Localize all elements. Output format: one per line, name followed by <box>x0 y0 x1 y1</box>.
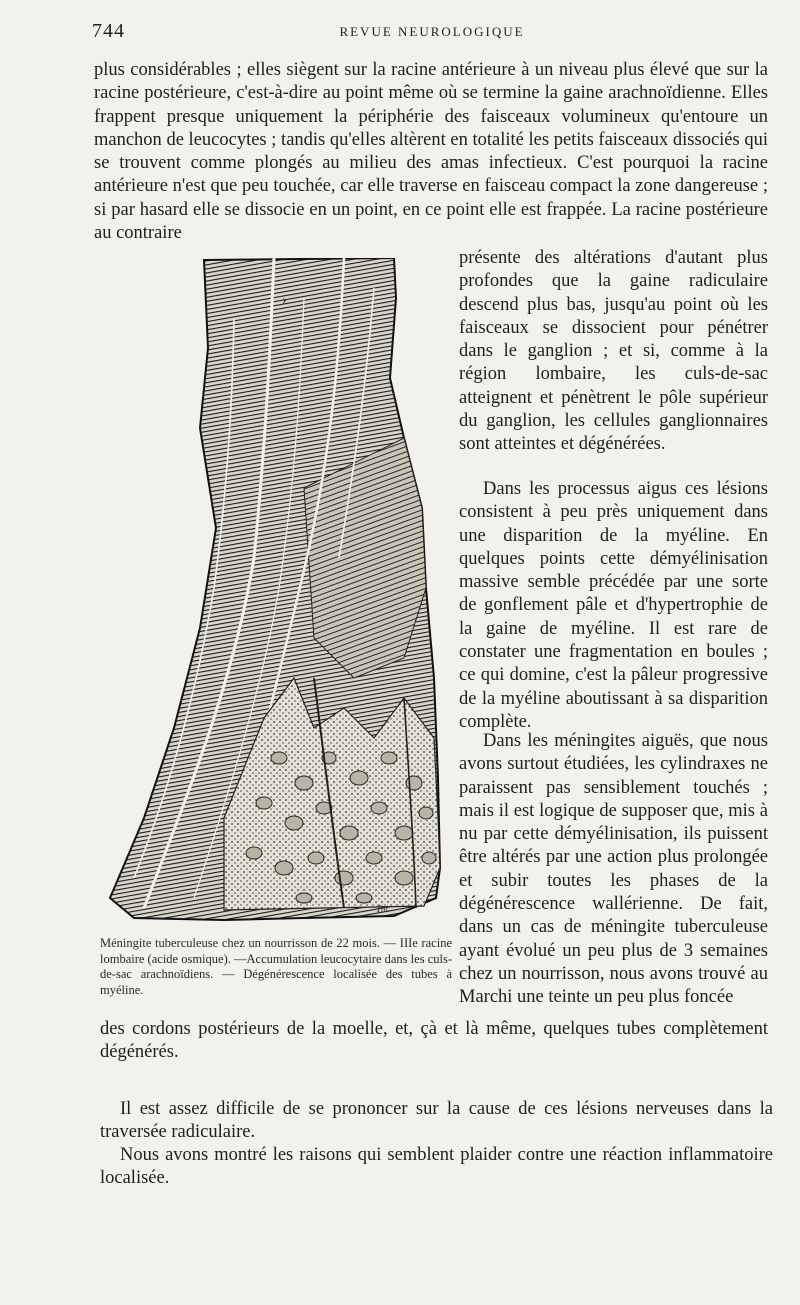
paragraph-last-1: Il est assez difficile de se prononcer sur la cause de ces lésions nerveuses dans la traversée radiculaire. <box>100 1099 773 1143</box>
paragraph-right-3: Dans les méningites aiguës, que nous avons surtout étudiées, les cylindraxes ne paraissent pas sensiblement touchés ; mais il est logique de supposer que, mis à nu par cette démyélinisation, ils puissent être altérés par une action plus prolongée et subir toutes les phases de la dégénérescence wallérienne. De fait, dans un cas de méningite tuberculeuse ayant évolué un peu plus de 3 semaines chez un nourrisson, nous avons trouvé au Marchi une teinte un peu plus foncée <box>459 731 768 1008</box>
paragraph-bottom: des cordons postérieurs de la moelle, et, çà et là même, quelques tubes complètement dégénérés. <box>100 1019 768 1063</box>
paragraph-right-1: présente des altérations d'autant plus profondes que la gaine radiculaire descend plus bas, jusqu'au point où les faisceaux se dissocient pour pénétrer dans le ganglion ; et si, comme à la région lombaire, les culs-de-sac atteignent et pénètrent le pôle supérieur du ganglion, les cellules ganglionnaires sont atteintes et dégénérées. <box>459 248 768 455</box>
engraver-signature: Thi. <box>376 904 391 914</box>
paragraph-last-2: Nous avons montré les raisons qui semblent plaider contre une réaction inflammatoire localisée. <box>100 1145 773 1189</box>
figure-caption: Méningite tuberculeuse chez un nourrisson de 22 mois. — IIIe racine lombaire (acide osmique). —Accumulation leucocytaire dans les culs-de-sac arachnoïdiens. — Dégénérescence localisée des tubes à myéline. <box>100 936 452 997</box>
paragraph-top: plus considérables ; elles siègent sur la racine antérieure à un niveau plus élevé que sur la racine postérieure, c'est-à-dire au point même où se termine la gaine arachnoïdienne. Elles frappent presque uniquement la périphérie des faisceaux volumineux qu'entoure un manchon de leucocytes ; tandis qu'elles altèrent en totalité les petits faisceaux dissociés qui se trouvent comme plongés au milieu des amas infectieux. C'est pourquoi la racine antérieure n'est que peu touchée, car elle traverse en faisceau compact la zone dangereuse ; si par hasard elle se dissocie en un point, en ce point elle est frappée. La racine postérieure au contraire <box>94 60 768 244</box>
running-title: REVUE NEUROLOGIQUE <box>339 24 525 39</box>
page-number: 744 <box>92 20 125 42</box>
nerve-root-illustration <box>104 258 444 928</box>
svg-text:›: › <box>282 293 287 308</box>
page-header <box>92 20 772 48</box>
nerve-root-engraving <box>104 258 444 928</box>
paragraph-right-2: Dans les processus aigus ces lésions consistent à peu près uniquement dans une disparition de la myéline. En quelques points cette démyélinisation massive semble précédée par une sorte de gonflement pâle et d'hypertrophie de la gaine de myéline. Il est rare de constater une fragmentation en boules ; ce qui domine, c'est la pâleur progressive de la myéline aboutissant à sa disparition complète. <box>459 479 768 732</box>
